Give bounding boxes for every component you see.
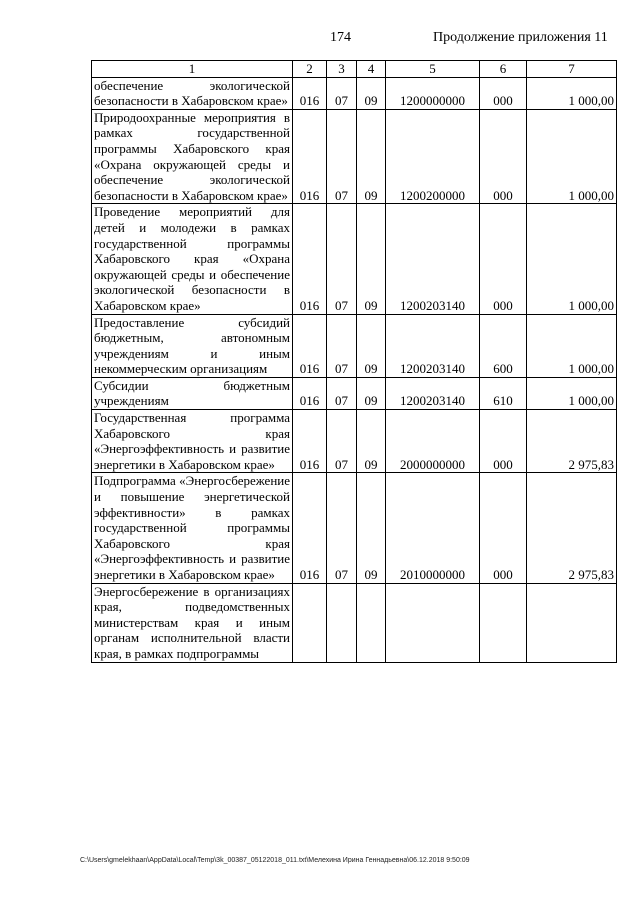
cell-target-item: 1200203140 [386, 314, 480, 377]
column-header: 4 [357, 61, 386, 78]
cell-expense-type: 000 [480, 204, 527, 314]
cell-expense-type [480, 583, 527, 662]
file-path-footer: C:\Users\gmelekhaan\AppData\Local\Temp\3k_00387_05122018_011.txt\Мелехина Ирина Геннадьевна\06.12.2018 9:50:09 [80, 857, 470, 864]
column-header: 1 [92, 61, 293, 78]
cell-target-item: 1200203140 [386, 377, 480, 409]
table-row [92, 410, 617, 473]
table-row [92, 109, 617, 204]
column-header-row [92, 61, 617, 78]
row-name: Подпрограмма «Энергосбережение и повышение энергетической эффективности» в рамках государственной программы Хабаровского края «Энергоэффективность и развитие энергетики в Хабаровском крае» [92, 473, 293, 583]
row-name: обеспечение экологической безопасности в Хабаровском крае» [92, 77, 293, 109]
cell-subsection: 09 [357, 473, 386, 583]
cell-section: 07 [327, 109, 357, 204]
row-name: Предоставление субсидий бюджетным, автономным учреждениям и иным некоммерческим организациям [92, 314, 293, 377]
table-row [92, 204, 617, 314]
cell-amount: 2 975,83 [527, 473, 617, 583]
row-name: Проведение мероприятий для детей и молодежи в рамках государственной программы Хабаровского края «Охрана окружающей среды и обеспечение экологической безопасности в Хабаровском крае» [92, 204, 293, 314]
row-name: Субсидии бюджетным учреждениям [92, 377, 293, 409]
cell-ministry: 016 [293, 314, 327, 377]
cell-subsection [357, 583, 386, 662]
cell-ministry: 016 [293, 377, 327, 409]
cell-ministry: 016 [293, 204, 327, 314]
continuation-note: Продолжение приложения 11 [433, 30, 608, 45]
cell-subsection: 09 [357, 77, 386, 109]
cell-section: 07 [327, 204, 357, 314]
table-row [92, 583, 617, 662]
cell-ministry: 016 [293, 473, 327, 583]
row-name: Государственная программа Хабаровского края «Энергоэффективность и развитие энергетики в Хабаровском крае» [92, 410, 293, 473]
cell-target-item: 2000000000 [386, 410, 480, 473]
cell-expense-type: 000 [480, 109, 527, 204]
cell-section: 07 [327, 314, 357, 377]
page-number: 174 [330, 30, 351, 45]
cell-section: 07 [327, 410, 357, 473]
cell-amount: 1 000,00 [527, 204, 617, 314]
cell-amount: 1 000,00 [527, 77, 617, 109]
cell-section: 07 [327, 473, 357, 583]
cell-amount: 2 975,83 [527, 410, 617, 473]
cell-ministry [293, 583, 327, 662]
column-header: 7 [527, 61, 617, 78]
cell-section [327, 583, 357, 662]
table-row [92, 473, 617, 583]
cell-section: 07 [327, 77, 357, 109]
cell-expense-type: 000 [480, 410, 527, 473]
table-row [92, 314, 617, 377]
cell-subsection: 09 [357, 204, 386, 314]
cell-amount: 1 000,00 [527, 377, 617, 409]
cell-amount: 1 000,00 [527, 109, 617, 204]
cell-target-item: 1200200000 [386, 109, 480, 204]
cell-target-item: 1200000000 [386, 77, 480, 109]
row-name: Энергосбережение в организациях края, подведомственных министерствам края и иным органам исполнительной власти края, в рамках подпрограммы [92, 583, 293, 662]
cell-ministry: 016 [293, 109, 327, 204]
table-row [92, 77, 617, 109]
cell-expense-type: 000 [480, 473, 527, 583]
cell-amount: 1 000,00 [527, 314, 617, 377]
budget-table [91, 60, 617, 663]
row-name: Природоохранные мероприятия в рамках государственной программы Хабаровского края «Охрана окружающей среды и обеспечение экологической безопасности в Хабаровском крае» [92, 109, 293, 204]
cell-expense-type: 600 [480, 314, 527, 377]
cell-subsection: 09 [357, 314, 386, 377]
cell-subsection: 09 [357, 377, 386, 409]
column-header: 5 [386, 61, 480, 78]
cell-target-item [386, 583, 480, 662]
cell-target-item: 2010000000 [386, 473, 480, 583]
cell-subsection: 09 [357, 410, 386, 473]
cell-target-item: 1200203140 [386, 204, 480, 314]
table-row [92, 377, 617, 409]
column-header: 3 [327, 61, 357, 78]
column-header: 2 [293, 61, 327, 78]
cell-subsection: 09 [357, 109, 386, 204]
cell-section: 07 [327, 377, 357, 409]
cell-ministry: 016 [293, 410, 327, 473]
column-header: 6 [480, 61, 527, 78]
cell-amount [527, 583, 617, 662]
cell-expense-type: 000 [480, 77, 527, 109]
cell-ministry: 016 [293, 77, 327, 109]
cell-expense-type: 610 [480, 377, 527, 409]
